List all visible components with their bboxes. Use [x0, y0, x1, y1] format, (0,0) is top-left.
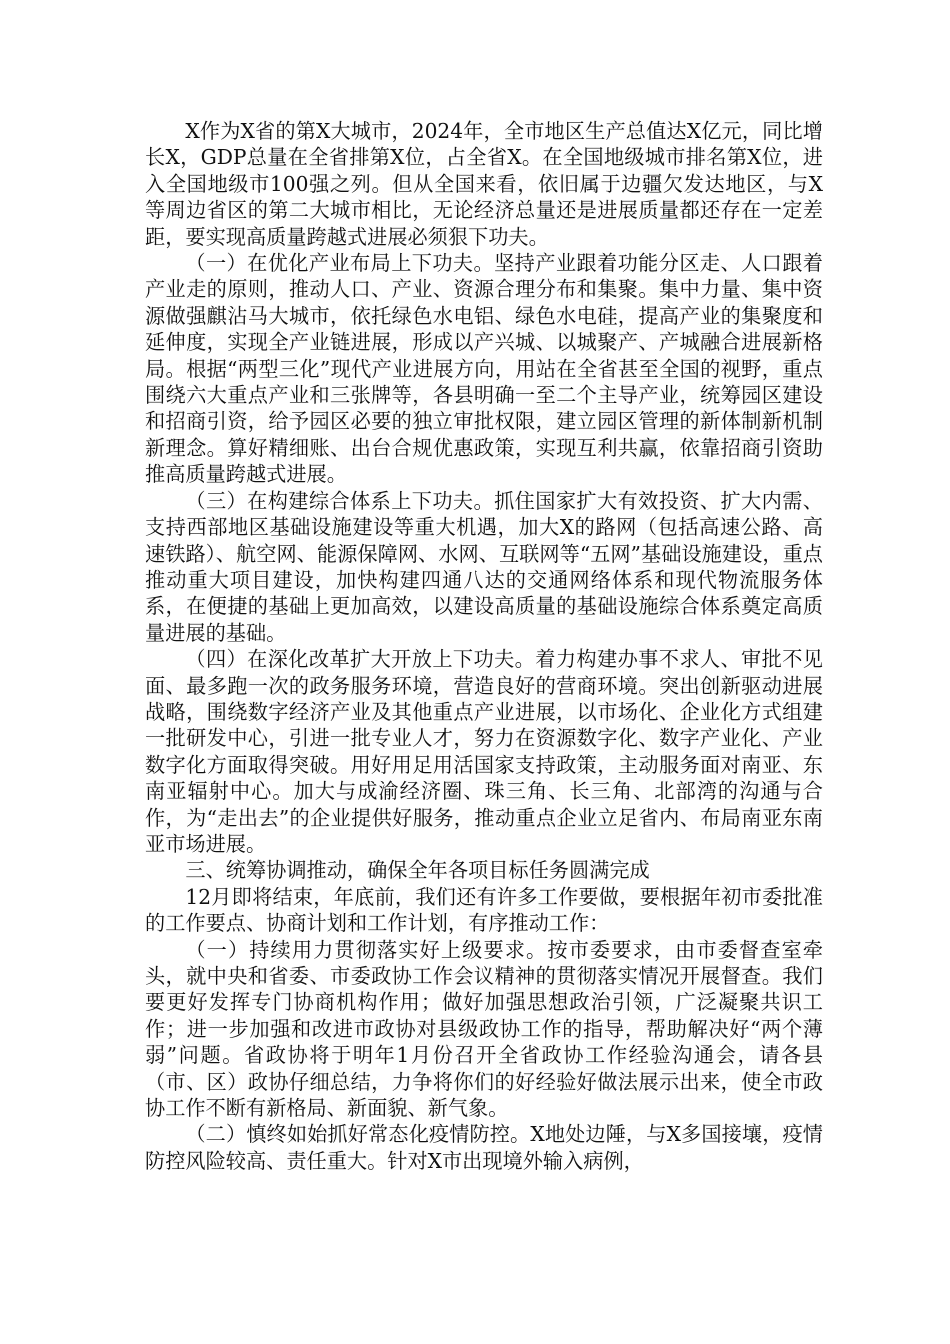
paragraph-year-end: 12月即将结束，年底前，我们还有许多工作要做，要根据年初市委批准的工作要点、协商计划和工作计划，有序推动工作： [145, 884, 823, 936]
paragraph-infrastructure: （三）在构建综合体系上下功夫。抓住国家扩大有效投资、扩大内需、支持西部地区基础设施建设等重大机遇，加大X的路网（包括高速公路、高速铁路）、航空网、能源保障网、水网、互联网等“五网”基础设施建设，重点推动重大项目建设，加快构建四通八达的交通网络体系和现代物流服务体系，在便捷的基础上更加高效，以建设高质量的基础设施综合体系奠定高质量进展的基础。 [145, 488, 823, 645]
paragraph-industry-layout: （一）在优化产业布局上下功夫。坚持产业跟着功能分区走、人口跟着产业走的原则，推动人口、产业、资源合理分布和集聚。集中力量、集中资源做强麒沾马大城市，依托绿色水电铝、绿色水电硅，提高产业的集聚度和延伸度，实现全产业链进展，形成以产兴城、以城聚产、产城融合进展新格局。根据“两型三化”现代产业进展方向，用站在全省甚至全国的视野，重点围绕六大重点产业和三张牌等，各县明确一至二个主导产业，统筹园区建设和招商引资，给予园区必要的独立审批权限，建立园区管理的新体制新机制新理念。算好精细账、出台合规优惠政策，实现互利共赢，依靠招商引资助推高质量跨越式进展。 [145, 251, 823, 487]
document-page [145, 118, 823, 1174]
paragraph-intro: X作为X省的第X大城市，2024年，全市地区生产总值达X亿元，同比增长X，GDP总量在全省排第X位，占全省X。在全国地级城市排名第X位，进入全国地级市100强之列。但从全国来看，依旧属于边疆欠发达地区，与X等周边省区的第二大城市相比，无论经济总量还是进展质量都还存在一定差距，要实现高质量跨越式进展必须狠下功夫。 [145, 119, 823, 249]
section-heading: 三、统筹协调推动，确保全年各项目标任务圆满完成 [185, 858, 650, 883]
paragraph-implementation: （一）持续用力贯彻落实好上级要求。按市委要求，由市委督查室牵头，就中央和省委、市委政协工作会议精神的贯彻落实情况开展督查。我们要更好发挥专门协商机构作用；做好加强思想政治引领，广泛凝聚共识工作；进一步加强和改进市政协对县级政协工作的指导，帮助解决好“两个薄弱”问题。省政协将于明年1月份召开全省政协工作经验沟通会，请各县（市、区）政协仔细总结，力争将你们的好经验好做法展示出来，使全市政协工作不断有新格局、新面貌、新气象。 [145, 937, 823, 1121]
paragraph-epidemic: （二）慎终如始抓好常态化疫情防控。X地处边陲，与X多国接壤，疫情防控风险较高、责任重大。针对X市出现境外输入病例， [145, 1122, 823, 1173]
paragraph-reform-opening: （四）在深化改革扩大开放上下功夫。着力构建办事不求人、审批不见面、最多跑一次的政务服务环境，营造良好的营商环境。突出创新驱动进展战略，围绕数字经济产业及其他重点产业进展，以市场化、企业化方式组建一批研发中心，引进一批专业人才，努力在资源数字化、数字产业化、产业数字化方面取得突破。用好用足用活国家支持政策，主动服务面对南亚、东南亚辐射中心。加大与成渝经济圈、珠三角、长三角、北部湾的沟通与合作，为“走出去”的企业提供好服务，推动重点企业立足省内、布局南亚东南亚市场进展。 [145, 647, 823, 856]
